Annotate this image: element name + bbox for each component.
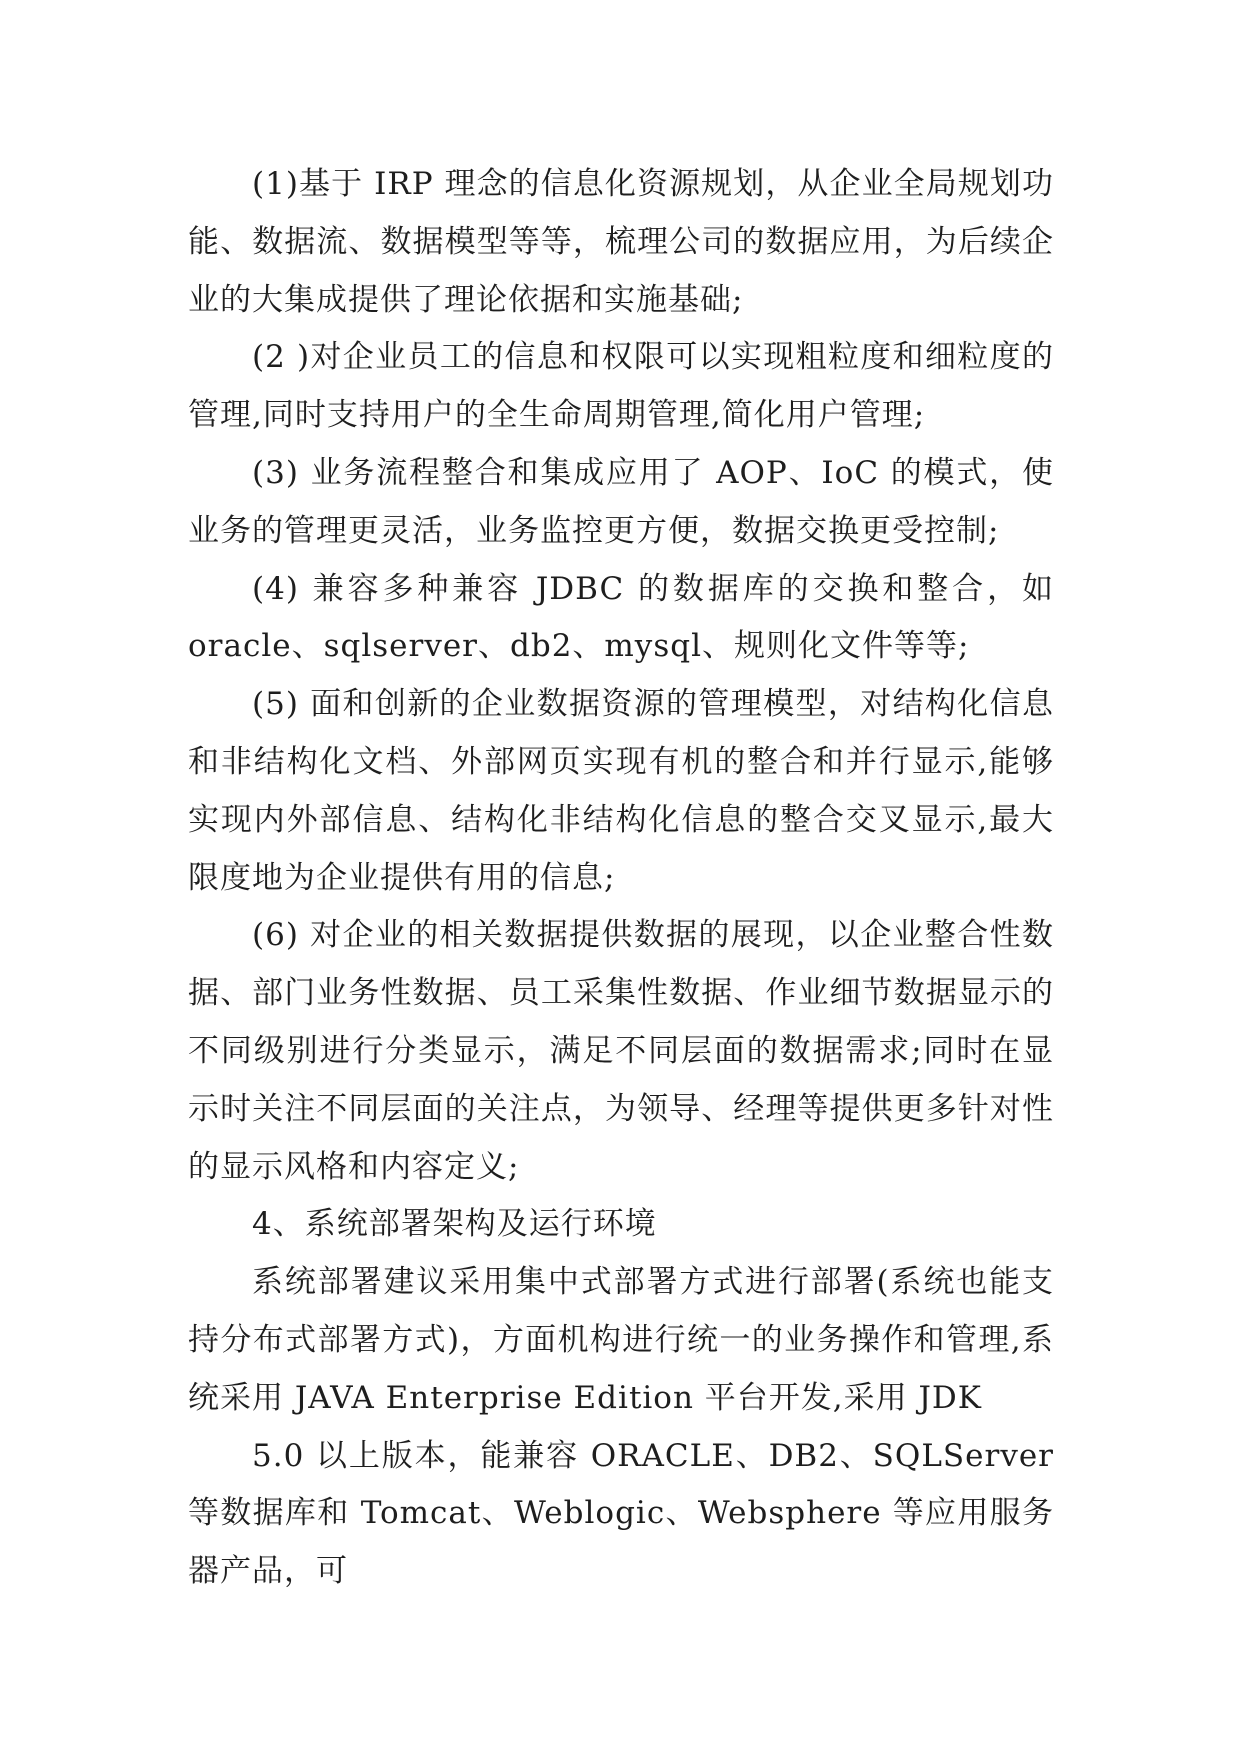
paragraph-item-5: (5) 面和创新的企业数据资源的管理模型，对结构化信息和非结构化文档、外部网页实现有机的整合和并行显示,能够实现内外部信息、结构化非结构化信息的整合交叉显示,最大限度地为企业提供有用的信息; (188, 686, 1054, 896)
paragraph-item-6: (6) 对企业的相关数据提供数据的展现，以企业整合性数据、部门业务性数据、员工采集性数据、作业细节数据显示的不同级别进行分类显示，满足不同层面的数据需求;同时在显示时关注不同层面的关注点，为领导、经理等提供更多针对性的显示风格和内容定义; (188, 917, 1054, 1185)
paragraph-item-2: (2 )对企业员工的信息和权限可以实现粗粒度和细粒度的管理,同时支持用户的全生命周期管理,简化用户管理; (188, 339, 1054, 434)
paragraph-deployment: 系统部署建议采用集中式部署方式进行部署(系统也能支持分布式部署方式)，方面机构进行统一的业务操作和管理,系统采用 JAVA Enterprise Edition 平台开发,采用 JDK (188, 1264, 1054, 1416)
paragraph-compatibility: 5.0 以上版本，能兼容 ORACLE、DB2、SQLServer 等数据库和 Tomcat、Weblogic、Websphere 等应用服务器产品，可 (188, 1437, 1054, 1590)
paragraph-item-3: (3) 业务流程整合和集成应用了 AOP、IoC 的模式，使业务的管理更灵活，业务监控更方便，数据交换更受控制; (188, 454, 1054, 549)
document-body (188, 156, 1054, 1601)
section-heading: 4、系统部署架构及运行环境 (252, 1206, 657, 1243)
paragraph-item-1: (1)基于 IRP 理念的信息化资源规划，从企业全局规划功能、数据流、数据模型等等，梳理公司的数据应用，为后续企业的大集成提供了理论依据和实施基础; (188, 166, 1054, 318)
paragraph-item-4: (4) 兼容多种兼容 JDBC 的数据库的交换和整合，如 oracle、sqlserver、db2、mysql、规则化文件等等; (188, 570, 1054, 665)
